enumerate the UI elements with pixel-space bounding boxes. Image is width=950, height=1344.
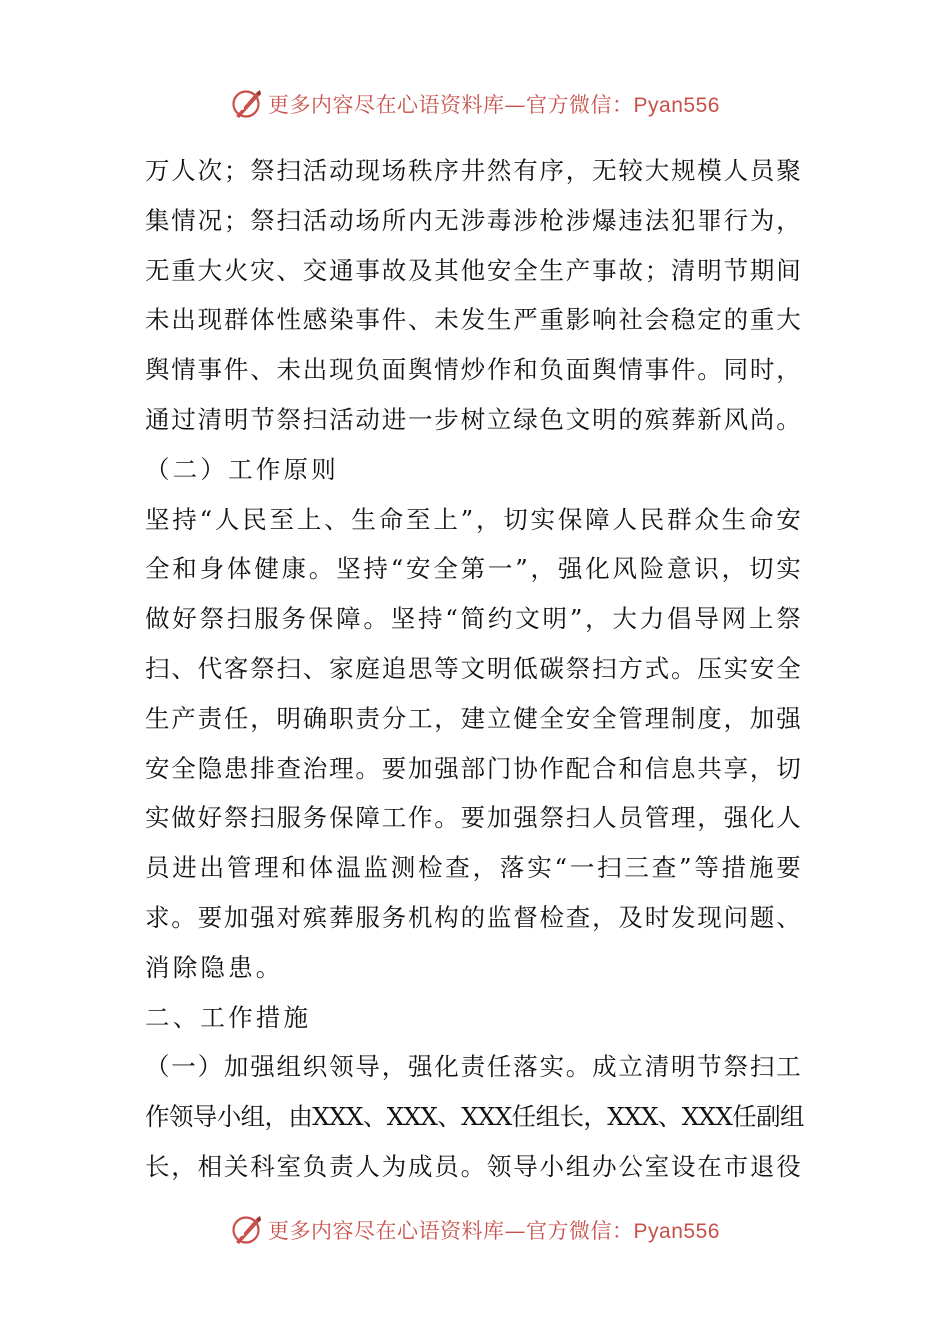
text-line: 通过清明节祭扫活动进一步树立绿色文明的殡葬新风尚。 xyxy=(145,404,803,434)
text-line: 未出现群体性感染事件、未发生严重影响社会稳定的重大 xyxy=(145,305,803,335)
text-line: 长，相关科室负责人为成员。领导小组办公室设在市退役 xyxy=(145,1151,803,1181)
pen-logo-icon xyxy=(230,87,264,121)
text-line: （二）工作原则 xyxy=(145,454,339,484)
watermark-text: 更多内容尽在心语资料库—官方微信：Pyan556 xyxy=(268,93,720,117)
text-line: 全和身体健康。坚持“安全第一”，强化风险意识，切实 xyxy=(145,554,804,584)
watermark-banner-bottom xyxy=(0,1208,950,1252)
text-line: 员进出管理和体温监测检查，落实“一扫三查”等措施要 xyxy=(145,853,804,883)
text-line: 二、工作措施 xyxy=(145,1002,312,1032)
text-line: 万人次；祭扫活动现场秩序井然有序，无较大规模人员聚 xyxy=(145,156,803,185)
text-line: 安全隐患排查治理。要加强部门协作配合和信息共享，切 xyxy=(145,753,803,783)
text-line: 舆情事件、未出现负面舆情炒作和负面舆情事件。同时， xyxy=(145,355,803,385)
text-line: 扫、代客祭扫、家庭追思等文明低碳祭扫方式。压实安全 xyxy=(145,653,803,683)
text-line: 做好祭扫服务保障。坚持“简约文明”，大力倡导网上祭 xyxy=(145,604,804,634)
text-line: 作领导小组，由XXX、XXX、XXX任组长，XXX、XXX任副组 xyxy=(145,1102,804,1132)
watermark-banner-top xyxy=(0,82,950,126)
text-line: 坚持“人民至上、生命至上”，切实保障人民群众生命安 xyxy=(145,504,804,534)
text-line: 生产责任，明确职责分工，建立健全安全管理制度，加强 xyxy=(145,703,803,733)
text-line: 求。要加强对殡葬服务机构的监督检查，及时发现问题、 xyxy=(145,902,803,932)
document-body xyxy=(145,146,807,1192)
text-line: （一）加强组织领导，强化责任落实。成立清明节祭扫工 xyxy=(145,1052,803,1082)
text-line: 消除隐患。 xyxy=(145,952,284,982)
text-line: 集情况；祭扫活动场所内无涉毒涉枪涉爆违法犯罪行为， xyxy=(145,205,803,235)
text-line: 无重大火灾、交通事故及其他安全生产事故；清明节期间 xyxy=(145,255,803,285)
text-line: 实做好祭扫服务保障工作。要加强祭扫人员管理，强化人 xyxy=(145,803,803,833)
pen-logo-icon xyxy=(230,1213,264,1247)
watermark-text: 更多内容尽在心语资料库—官方微信：Pyan556 xyxy=(268,1219,720,1243)
